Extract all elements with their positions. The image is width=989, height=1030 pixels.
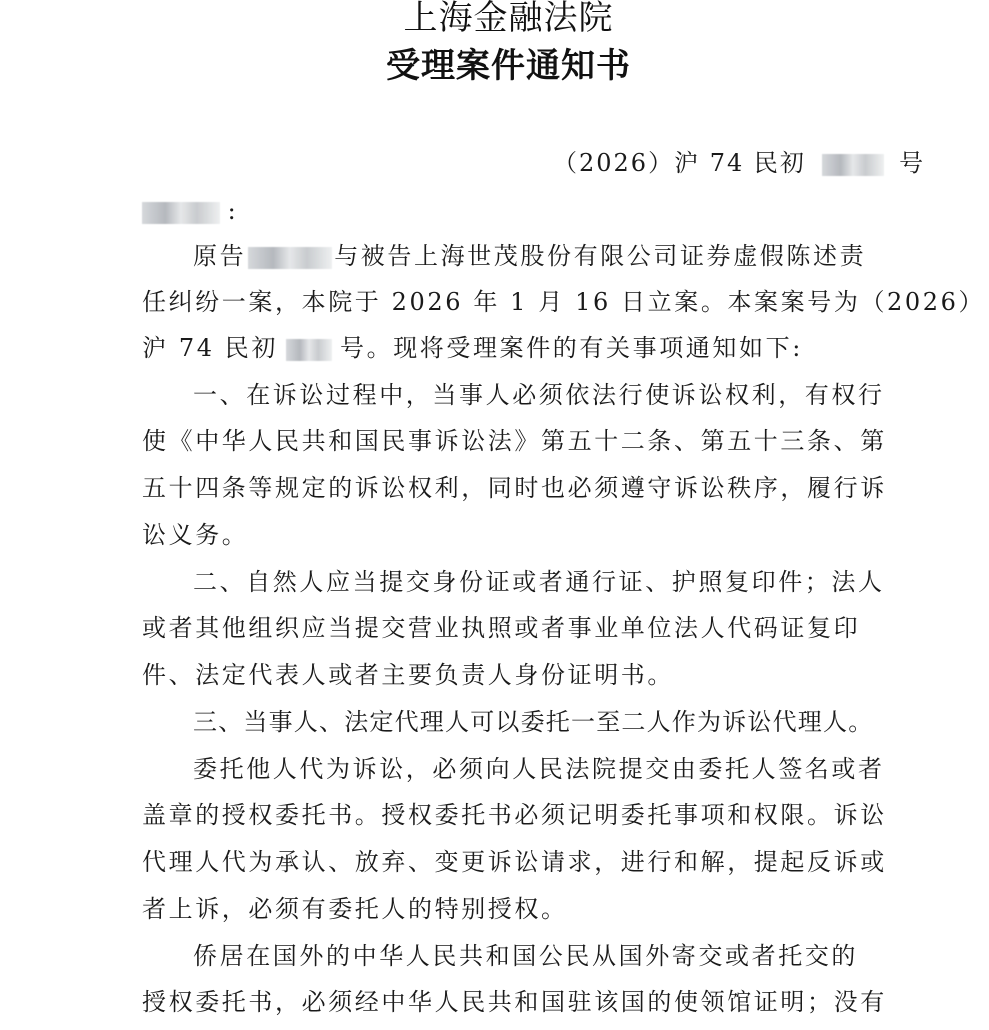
intro-line-3: [142, 328, 803, 368]
item-1-line-2: 使《中华人民共和国民事诉讼法》第五十二条、第五十三条、第: [142, 427, 887, 455]
item-2-line-2: 或者其他组织应当提交营业执照或者事业单位法人代码证复印: [142, 614, 861, 642]
case-number: [553, 143, 925, 183]
case-number-suffix: 号: [899, 149, 926, 177]
item-5-line-1: 侨居在国外的中华人民共和国公民从国外寄交或者托交的: [193, 942, 858, 970]
redacted-plaintiff-name: [248, 247, 332, 269]
item-4-line-2: 盖章的授权委托书。授权委托书必须记明委托事项和权限。诉讼: [142, 801, 887, 829]
item-1-line-1: 一、在诉讼过程中，当事人必须依法行使诉讼权利，有权行: [193, 381, 885, 409]
intro-case-prefix: 沪 74 民初: [142, 334, 278, 362]
item-4-line-1: 委托他人代为诉讼，必须向人民法院提交由委托人签名或者: [193, 755, 885, 783]
item-4-line-4: 者上诉，必须有委托人的特别授权。: [142, 895, 568, 923]
court-name: 上海金融法院: [403, 0, 614, 38]
intro-line-2: 任纠纷一案，本院于 2026 年 1 月 16 日立案。本案案号为（2026）: [142, 288, 986, 316]
item-1-line-4: 讼义务。: [142, 521, 249, 549]
item-5-line-2: 授权委托书，必须经中华人民共和国驻该国的使领馆证明；没有: [142, 988, 887, 1016]
redacted-case-number-inline: [286, 339, 332, 361]
case-number-prefix: （2026）沪 74 民初: [553, 149, 806, 177]
document-title: 受理案件通知书: [386, 46, 631, 86]
item-3-line-1: 三、当事人、法定代理人可以委托一至二人作为诉讼代理人。: [193, 708, 874, 736]
intro-plaintiff-label: 原告: [193, 242, 247, 270]
addressee-colon: :: [227, 197, 236, 225]
redacted-addressee-name: [142, 202, 220, 224]
intro-text: 与被告上海世茂股份有限公司证券虚假陈述责: [334, 242, 867, 270]
item-2-line-1: 二、自然人应当提交身份证或者通行证、护照复印件；法人: [193, 568, 885, 596]
redacted-case-number: [822, 154, 884, 176]
addressee: [142, 191, 236, 231]
item-4-line-3: 代理人代为承认、放弃、变更诉讼请求，进行和解，提起反诉或: [142, 848, 887, 876]
item-1-line-3: 五十四条等规定的诉讼权利，同时也必须遵守诉讼秩序，履行诉: [142, 474, 887, 502]
intro-case-suffix: 号。现将受理案件的有关事项通知如下:: [340, 334, 803, 362]
intro-line-1: [193, 236, 866, 276]
item-2-line-3: 件、法定代表人或者主要负责人身份证明书。: [142, 661, 674, 689]
